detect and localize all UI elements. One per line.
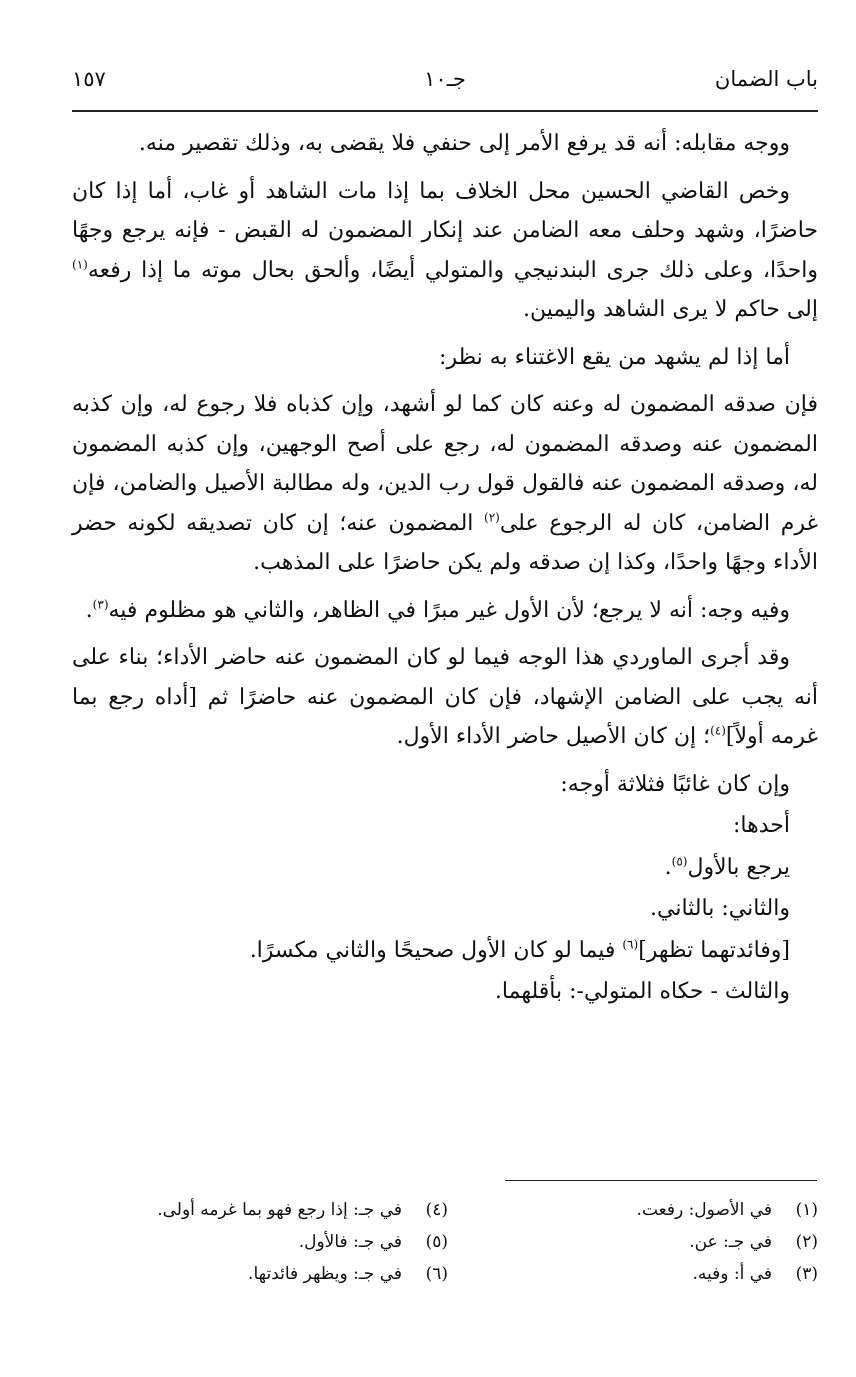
footnote: (٢)في جـ: عن. (689, 1232, 818, 1252)
footnote-ref[interactable]: (١) (72, 257, 88, 272)
paragraph: أما إذا لم يشهد من يقع الاغتناء به نظر: (439, 344, 790, 370)
footnotes-column-right (458, 1194, 818, 1290)
footnote: (٥)في جـ: فالأول. (298, 1232, 448, 1252)
footnote-ref[interactable]: (٥) (671, 854, 688, 869)
paragraph: ووجه مقابله: أنه قد يرفع الأمر إلى حنفي فلا يقضى به، وذلك تقصير منه. (138, 131, 790, 156)
footnote-ref[interactable]: (٤) (710, 723, 726, 738)
footnote-ref[interactable]: (٣) (92, 597, 109, 612)
volume-label: جـ١٠ (424, 67, 466, 91)
footnote: (٤)في جـ: إذا رجع فهو بما غرمه أولى. (157, 1200, 448, 1220)
paragraph: فإن صدقه المضمون له وعنه كان كما لو أشهد، وإن كذباه فلا رجوع له، وإن كذبه المضمون عنه وصدقه المضمون له، رجع على أصح الوجهين، وإن كذبه المضمون له، وصدقه المضمون عنه فالقول قول رب الدين، وله مطالبة الأصيل والضامن، فإن غرم الضامن، كان له الرجوع على$^{(٢)}$ المضمون عنه؛ إن كان تصديقه لكونه حضر الأداء وجهًا واحدًا، وكذا إن صدقه ولم يكن حاضرًا على المذهب. (72, 392, 818, 575)
footnotes-column-left (88, 1194, 448, 1290)
paragraph: وخص القاضي الحسين محل الخلاف بما إذا مات الشاهد أو غاب، أما إذا كان حاضرًا، وشهد وحلف معه الضامن عند إنكار المضمون له القبض - فإنه يرجع وجهًا واحدًا، وعلى ذلك جرى البندنيجي والمتولي أيضًا، وألحق بحال موته ما إذا رفعه$^{(١)}$ إلى حاكم لا يرى الشاهد واليمين. (72, 178, 818, 322)
footnote: (١)في الأصول: رفعت. (636, 1200, 818, 1220)
paragraph: والثالث - حكاه المتولي-: بأقلهما. (494, 979, 790, 1004)
page-number: ١٥٧ (72, 67, 106, 91)
paragraph: والثاني: بالثاني. (650, 896, 790, 921)
chapter-title: باب الضمان (714, 67, 818, 91)
footnote: (٣)في أ: وفيه. (692, 1264, 818, 1284)
page-header (72, 56, 818, 106)
paragraph: وقد أجرى الماوردي هذا الوجه فيما لو كان المضمون عنه حاضر الأداء؛ بناء على أنه يجب على الضامن الإشهاد، فإن كان المضمون عنه حاضرًا ثم [أداه رجع بما غرمه أولاً]$^{(٤)}$؛ إن كان الأصيل حاضر الأداء الأول. (72, 645, 818, 749)
paragraph: وفيه وجه: أنه لا يرجع؛ لأن الأول غير مبرًا في الظاهر، والثاني هو مظلوم فيه$^{(٣)}$. (85, 597, 790, 623)
footnote-divider (505, 1180, 817, 1181)
paragraph: وإن كان غائبًا فثلاثة أوجه: (560, 771, 790, 797)
paragraph: [وفائدتهما تظهر]$^{(٦)}$ فيما لو كان الأول صحيحًا والثاني مكسرًا. (249, 937, 790, 963)
header-divider (72, 110, 818, 112)
footnote-ref[interactable]: (٢) (484, 510, 500, 525)
paragraph: أحدها: (733, 813, 790, 838)
main-text (72, 124, 818, 1014)
footnote-ref[interactable]: (٦) (622, 937, 639, 952)
paragraph: يرجع بالأول$^{(٥)}$. (664, 854, 790, 880)
footnote: (٦)في جـ: ويظهر فائدتها. (248, 1264, 448, 1284)
